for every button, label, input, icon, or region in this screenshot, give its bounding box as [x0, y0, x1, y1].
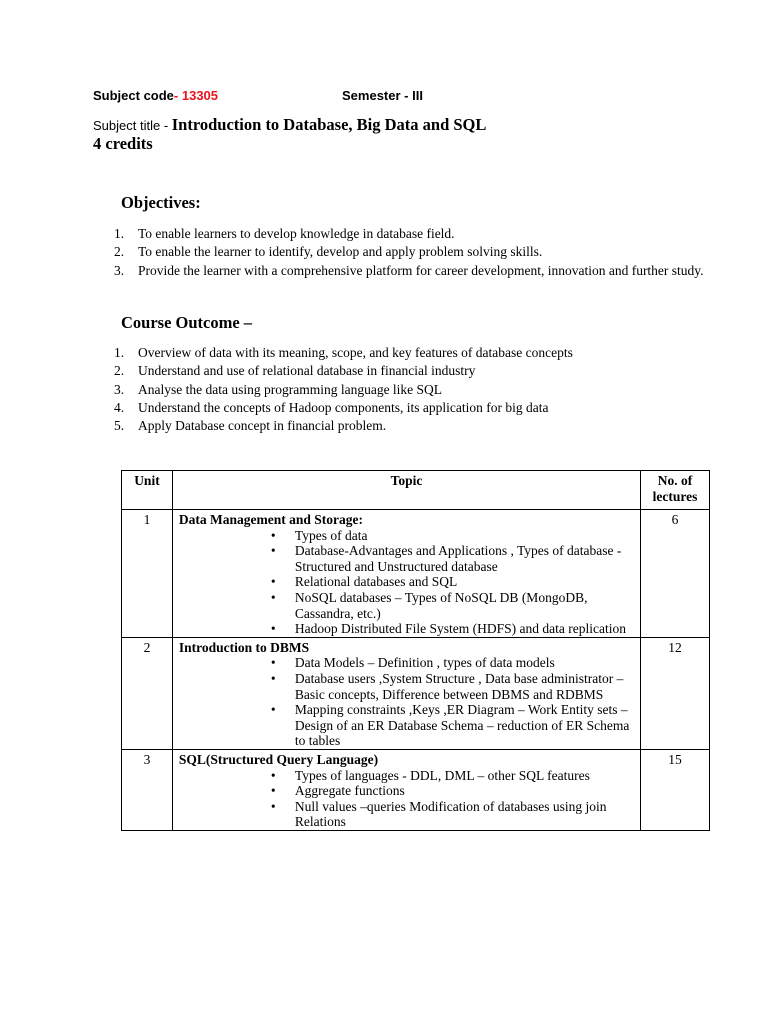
subject-code-value: - 13305 — [173, 88, 219, 103]
topic-header: Topic — [172, 471, 640, 510]
list-item: 3. Provide the learner with a comprehensive platform for career development, innovation and further study. — [114, 262, 704, 278]
table-header-row — [122, 471, 710, 510]
unit-header: Unit — [122, 471, 173, 510]
topic-bullets — [179, 655, 634, 749]
unit-number: 1 — [122, 510, 173, 638]
subject-title-line — [93, 115, 486, 135]
list-item: • Relational databases and SQL — [270, 574, 458, 590]
list-item: 1. Overview of data with its meaning, scope, and key features of database concepts — [114, 345, 573, 360]
lecture-count: 12 — [641, 637, 710, 749]
subject-code — [93, 88, 218, 103]
list-item: • Mapping constraints ,Keys ,ER Diagram – Work Entity sets – Design of an ER Database Schema – reduction of ER Schema to tables — [270, 702, 630, 749]
table-row — [122, 637, 710, 749]
list-item: • Data Models – Definition , types of data models — [270, 655, 555, 671]
topic-title: Data Management and Storage: — [178, 512, 364, 527]
semester: Semester - III — [342, 88, 423, 103]
table-row — [122, 510, 710, 638]
credits: 4 credits — [93, 134, 153, 153]
list-item: • Database-Advantages and Applications , Types of database - Structured and Unstructured database — [270, 543, 622, 574]
topic-title: SQL(Structured Query Language) — [178, 751, 379, 767]
syllabus-table — [121, 470, 710, 831]
topic-cell — [172, 510, 640, 638]
list-item: • Hadoop Distributed File System (HDFS) and data replication — [270, 621, 626, 637]
subject-title: Introduction to Database, Big Data and SQL — [171, 115, 487, 134]
list-item: • Types of data — [270, 527, 368, 543]
topic-cell — [172, 637, 640, 749]
topic-cell — [172, 749, 640, 830]
list-item: • NoSQL databases – Types of NoSQL DB (MongoDB, Cassandra, etc.) — [270, 589, 588, 621]
objectives-heading: Objectives: — [121, 193, 201, 212]
list-item: • Null values –queries Modification of databases using join Relations — [270, 798, 607, 830]
list-item: 3. Analyse the data using programming language like SQL — [114, 381, 443, 397]
list-item: • Database users ,System Structure , Data base administrator – Basic concepts, Difference between DBMS and RDBMS — [270, 670, 624, 702]
list-item: 2. Understand and use of relational database in financial industry — [114, 363, 476, 379]
course-outcome-heading: Course Outcome – — [121, 313, 253, 332]
list-item: • Aggregate functions — [270, 783, 405, 799]
objectives-list — [110, 226, 710, 281]
list-item: 4. Understand the concepts of Hadoop components, its application for big data — [114, 399, 549, 415]
list-item: 1. To enable learners to develop knowledge in database field. — [114, 226, 455, 241]
unit-number: 2 — [122, 637, 173, 749]
lecture-count: 6 — [641, 510, 710, 638]
topic-bullets — [179, 768, 634, 830]
table-row — [122, 749, 710, 830]
topic-title: Introduction to DBMS — [178, 639, 310, 655]
list-item: 5. Apply Database concept in financial problem. — [114, 418, 387, 434]
subject-title-label: Subject title - — [93, 118, 172, 133]
lectures-header: No. of lectures — [641, 471, 710, 510]
list-item: 2. To enable the learner to identify, develop and apply problem solving skills. — [114, 244, 543, 260]
list-item: • Types of languages - DDL, DML – other SQL features — [270, 767, 590, 783]
subject-code-label: Subject code — [93, 88, 174, 103]
lecture-count: 15 — [641, 749, 710, 830]
topic-bullets — [179, 528, 634, 637]
course-outcome-list — [110, 345, 710, 436]
unit-number: 3 — [122, 749, 173, 830]
